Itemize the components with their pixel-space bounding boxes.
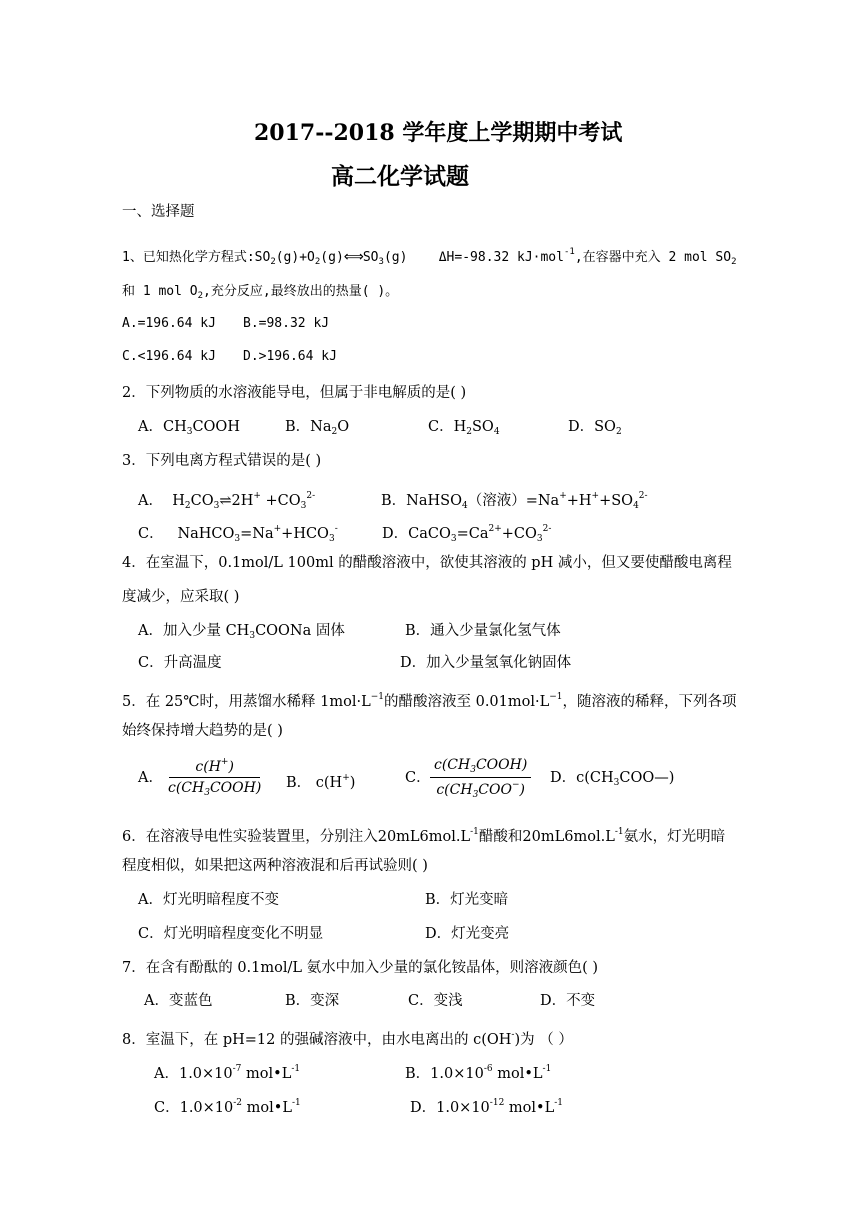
question-8-option-b: B．$1.0\times 10^{-6}$ $mol•L^{-1}$ [405, 1064, 552, 1082]
question-5-option-a-fraction: $\frac{c(H^+)}{c(CH_3COOH)}$ [168, 757, 262, 798]
question-4-line-1: 4．在室温下，0.1mol/L 100ml 的醋酸溶液中，欲使其溶液的 pH 减小，但又要使醋酸电离程 [122, 555, 732, 571]
section-label: 一、选择题 [122, 204, 195, 220]
question-4-option-d: D．加入少量氢氧化钠固体 [400, 655, 572, 671]
question-3-option-a: A． $H_2CO_3\rightleftharpoons 2H^+ +CO_3^{2-}$ [138, 491, 316, 511]
question-7-option-b: B．变深 [285, 993, 340, 1009]
question-2-option-c: C．$H_2SO_4$ [428, 419, 500, 437]
question-8-option-c: C．$1.0\times 10^{-2}$ $mol•L^{-1}$ [154, 1098, 301, 1116]
question-3-option-d: D．$CaCO_3=Ca^{2+}+CO_3^{2-}$ [382, 524, 552, 544]
question-4-option-c: C．升高温度 [138, 655, 222, 671]
question-2-option-a: A．$CH_3COOH$ [138, 419, 240, 437]
question-5-line-1: 5．在 25℃时，用蒸馏水稀释 $1mol\cdot L^{-1}$的醋酸溶液至 $0.01mol\cdot L^{-1}$，随溶液的稀释，下列各项 [122, 692, 737, 710]
question-8-option-d: D．$1.0\times 10^{-12}$ $mol•L^{-1}$ [410, 1098, 563, 1116]
question-6-line-1: 6．在溶液导电性实验装置里，分别注入$20mL6mol.L^{-1}$醋酸和$20mL6mol.L^{-1}$氨水，灯光明暗 [122, 827, 726, 845]
question-1-option-a: A.=196.64 kJ [122, 316, 216, 331]
question-2-stem: 2．下列物质的水溶液能导电，但属于非电解质的是( ) [122, 385, 467, 401]
question-6-option-a: A．灯光明暗程度不变 [138, 892, 279, 908]
question-7-stem: 7．在含有酚酞的 0.1mol/L 氨水中加入少量的氯化铵晶体，则溶液颜色( ) [122, 960, 599, 976]
exam-subtitle: 高二化学试题 [331, 163, 469, 190]
question-6-option-c: C．灯光明暗程度变化不明显 [138, 926, 324, 942]
question-6-option-b: B．灯光变暗 [425, 892, 509, 908]
question-3-option-c: C． $NaHCO_3=Na^++HCO_3^-$ [138, 524, 338, 544]
question-5-option-c-label: C． [405, 770, 431, 786]
exam-title: 2017--2018 学年度上学期期中考试 [254, 120, 623, 146]
question-5-option-c-fraction: $\frac{c(CH_3COOH)}{c(CH_3COO^-)}$ [430, 757, 531, 800]
question-5-option-a-label: A． [138, 770, 163, 786]
question-8-stem: 8．室温下，在 pH=12 的强碱溶液中，由水电离出的 c(OH-)为 （ ） [122, 1030, 573, 1048]
question-8-option-a: A．$1.0\times 10^{-7}$ $mol•L^{-1}$ [154, 1064, 301, 1082]
question-7-option-c: C．变浅 [408, 993, 463, 1009]
question-2-option-d: D．$SO_2$ [568, 419, 622, 437]
question-5-line-2: 始终保持增大趋势的是( ) [122, 723, 283, 739]
question-1-option-b: B.=98.32 kJ [243, 316, 330, 331]
equilibrium-arrow: ⟺ [343, 249, 363, 265]
question-1-option-c: C.<196.64 kJ [122, 349, 216, 364]
question-6-option-d: D．灯光变亮 [425, 926, 510, 942]
question-3-option-b: B．NaHSO$_4$（溶液）$=Na^++H^++SO_4^{2-}$ [381, 491, 648, 511]
question-7-option-a: A．变蓝色 [144, 993, 213, 1009]
question-3-stem: 3．下列电离方程式错误的是( ) [122, 453, 322, 469]
question-5-option-b: B． c(H+) [286, 773, 356, 791]
question-6-line-2: 程度相似，如果把这两种溶液混和后再试验则( ) [122, 858, 428, 874]
question-1-option-d: D.>196.64 kJ [243, 349, 337, 364]
question-4-line-2: 度减少，应采取( ) [122, 589, 240, 605]
question-4-option-a: A．加入少量 $CH_3COONa$ 固体 [138, 623, 345, 641]
question-5-option-d: D．$c(CH_3COO—)$ [550, 770, 675, 788]
question-4-option-b: B．通入少量氯化氢气体 [405, 623, 561, 639]
question-7-option-d: D．不变 [540, 993, 596, 1009]
question-1-line-1: 1、已知热化学方程式$:SO_2(g)+O_2(g)⟺SO_3(g)$ ΔH=-98.32 kJ·mol$^{-1}$,在容器中充入 2 mol $SO_2$ [122, 247, 737, 267]
question-2-option-b: B．$Na_2O$ [285, 419, 350, 437]
question-1-line-2: 和 1 mol $O_2$,充分反应,最终放出的热量( )。 [122, 284, 399, 301]
